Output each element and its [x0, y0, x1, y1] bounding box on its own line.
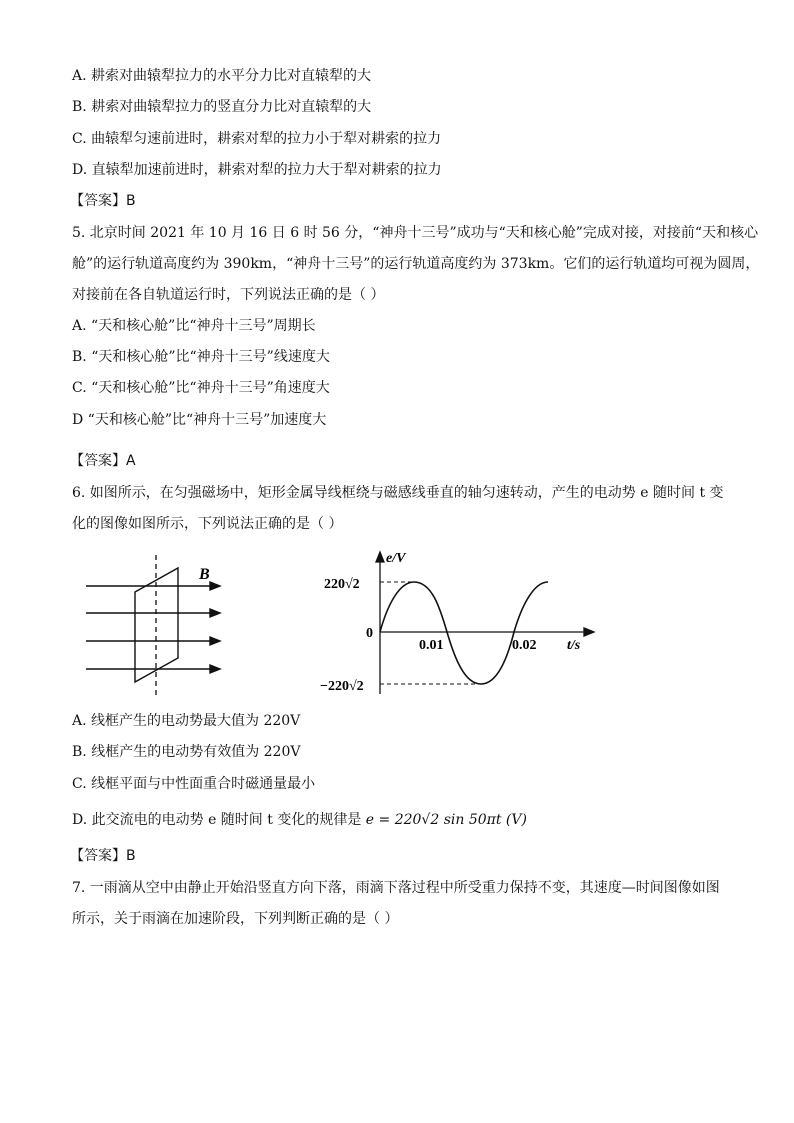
origin-label: 0 [366, 626, 373, 641]
q7-stem-line2: 所示，关于雨滴在加速阶段，下列判断正确的是（ ） [72, 911, 399, 927]
emf-sine-curve [380, 582, 548, 684]
q6-stem-line1: 6. 如图所示，在匀强磁场中，矩形金属导线框绕与磁感线垂直的轴匀速转动，产生的电动势 e 随时间 t 变 [72, 485, 724, 501]
q5-option-d: D “天和核心舱”比“神舟十三号”加速度大 [72, 412, 327, 428]
ymin-label: −220√2 [320, 679, 364, 694]
q5-stem-line2: 舱”的运行轨道高度约为 390km，“神舟十三号”的运行轨道高度约为 373km。它们的运行轨道均可视为圆周， [72, 256, 760, 272]
q5-option-a: A. “天和核心舱”比“神舟十三号”周期长 [72, 318, 316, 334]
tick-label-001: 0.01 [419, 638, 444, 653]
emf-time-graph [316, 548, 606, 698]
x-axis-label: t/s [567, 638, 581, 653]
field-label-b: B [199, 566, 210, 583]
ymax-label: 220√2 [324, 577, 360, 592]
q4-option-a: A. 耕索对曲辕犁拉力的水平分力比对直辕犁的大 [72, 68, 372, 84]
q6-option-d-formula: e = 220√2 sin 50πt (V) [365, 812, 527, 828]
q4-option-d: D. 直辕犁加速前进时，耕索对犁的拉力大于犁对耕索的拉力 [72, 162, 442, 178]
q6-option-d [72, 810, 527, 830]
q5-option-b: B. “天和核心舱”比“神舟十三号”线速度大 [72, 349, 330, 365]
q6-option-c: C. 线框平面与中性面重合时磁通量最小 [72, 776, 316, 792]
q5-stem-line1: 5. 北京时间 2021 年 10 月 16 日 6 时 56 分，“神舟十三号”成功与“天和核心舱”完成对接，对接前“天和核心 [72, 225, 759, 241]
q6-option-b: B. 线框产生的电动势有效值为 220V [72, 744, 301, 760]
q4-answer: 【答案】B [70, 193, 136, 209]
q6-answer: 【答案】B [70, 848, 136, 864]
q5-answer: 【答案】A [70, 453, 136, 469]
q6-stem-line2: 化的图像如图所示，下列说法正确的是（ ） [72, 516, 343, 532]
q5-option-c: C. “天和核心舱”比“神舟十三号”角速度大 [72, 380, 330, 396]
q6-option-d-text: D. 此交流电的电动势 e 随时间 t 变化的规律是 [72, 812, 362, 828]
q5-stem-line3: 对接前在各自轨道运行时，下列说法正确的是（ ） [72, 287, 385, 303]
y-axis-label: e/V [386, 551, 406, 566]
tick-label-002: 0.02 [512, 638, 537, 653]
q7-stem-line1: 7. 一雨滴从空中由静止开始沿竖直方向下落，雨滴下落过程中所受重力保持不变，其速度—时间图像如图 [72, 880, 720, 896]
coil-in-field-figure [80, 552, 240, 702]
q4-option-c: C. 曲辕犁匀速前进时，耕索对犁的拉力小于犁对耕索的拉力 [72, 131, 442, 147]
q4-option-b: B. 耕索对曲辕犁拉力的竖直分力比对直辕犁的大 [72, 99, 372, 115]
q6-option-a: A. 线框产生的电动势最大值为 220V [72, 713, 301, 729]
